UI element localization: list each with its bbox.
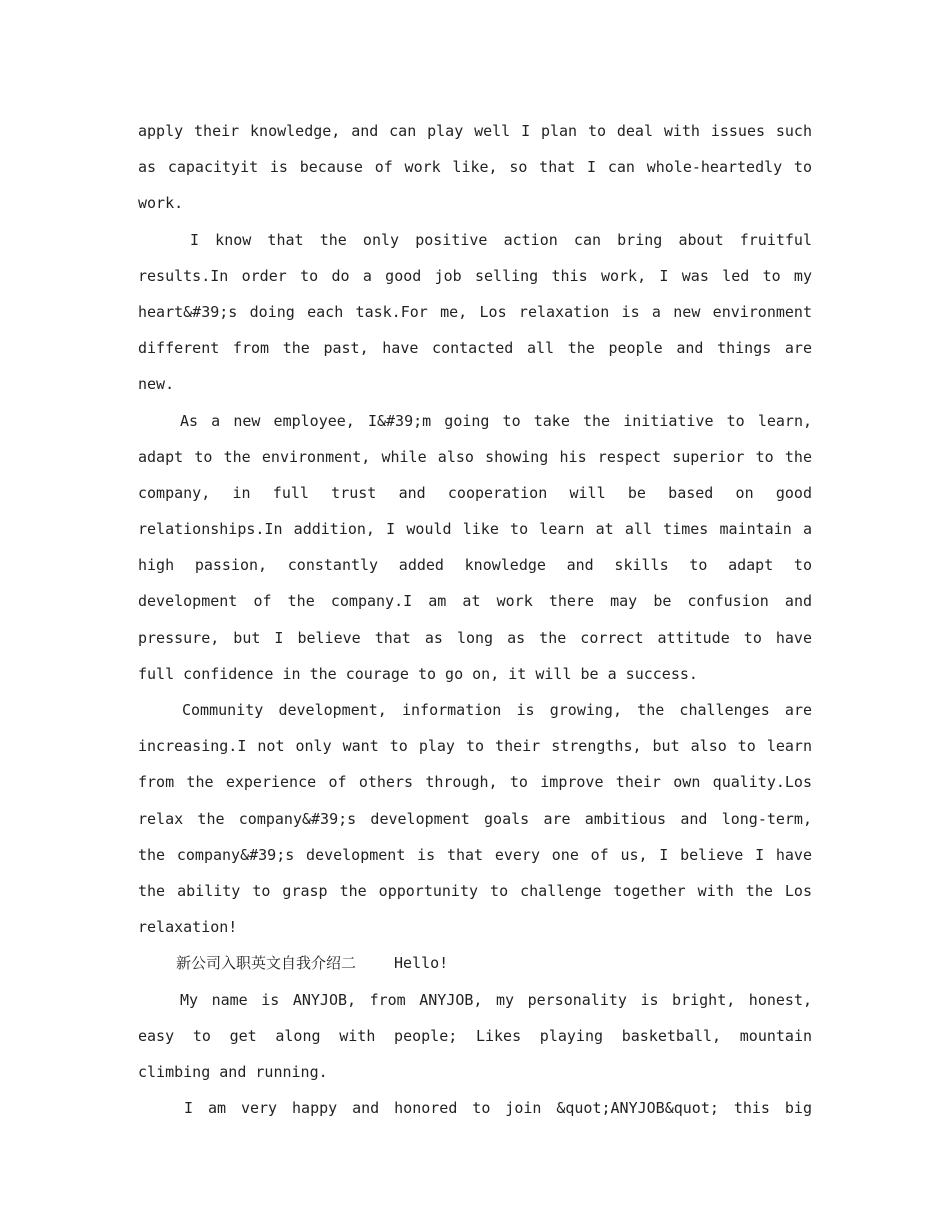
text-line: As a new employee, I&#39;m going to take the initiative to learn, — [180, 411, 812, 430]
text-line: the company&#39;s development is that every one of us, I believe I have — [138, 845, 812, 864]
document-page — [138, 113, 812, 1126]
text-line: pressure, but I believe that as long as the correct attitude to have — [138, 628, 812, 647]
paragraph-5 — [138, 982, 812, 1091]
text-line: results.In order to do a good job selling this work, I was led to my — [138, 266, 812, 285]
text-line: I know that the only positive action can bring about fruitful — [190, 230, 812, 249]
text-line: high passion, constantly added knowledge and skills to adapt to — [138, 556, 812, 575]
paragraph-4 — [138, 692, 812, 945]
text-line: Community development, information is growing, the challenges are — [182, 701, 812, 719]
section-heading-hello: Hello! — [394, 954, 449, 973]
section-heading — [138, 945, 812, 981]
text-line: from the experience of others through, to improve their own quality.Los — [138, 773, 812, 792]
paragraph-1 — [138, 113, 812, 222]
text-line: new. — [138, 375, 175, 394]
text-line: the ability to grasp the opportunity to challenge together with the Los — [138, 881, 812, 900]
text-line: relationships.In addition, I would like to learn at all times maintain a — [138, 520, 812, 539]
text-line: work. — [138, 194, 184, 213]
text-line: relax the company&#39;s development goals are ambitious and long-term, — [138, 809, 812, 828]
text-line: development of the company.I am at work there may be confusion and — [138, 592, 812, 611]
text-line: I am very happy and honored to join &quot;ANYJOB&quot; this big — [184, 1099, 812, 1118]
text-line: adapt to the environment, while also showing his respect superior to the — [138, 447, 812, 466]
text-line: company, in full trust and cooperation will be based on good — [138, 483, 812, 502]
text-line: full confidence in the courage to go on, it will be a success. — [138, 664, 698, 683]
text-line: increasing.I not only want to play to their strengths, but also to learn — [138, 737, 812, 756]
text-line: as capacityit is because of work like, so that I can whole-heartedly to — [138, 158, 812, 177]
text-line: different from the past, have contacted all the people and things are — [138, 339, 812, 358]
text-line: relaxation! — [138, 918, 238, 937]
text-line: My name is ANYJOB, from ANYJOB, my personality is bright, honest, — [180, 990, 812, 1009]
paragraph-6 — [138, 1090, 812, 1126]
text-line: apply their knowledge, and can play well I plan to deal with issues such — [138, 122, 812, 140]
paragraph-2 — [138, 222, 812, 403]
text-line: climbing and running. — [138, 1062, 328, 1081]
text-line: heart&#39;s doing each task.For me, Los relaxation is a new environment — [138, 302, 812, 321]
text-line: easy to get along with people; Likes playing basketball, mountain — [138, 1026, 812, 1045]
section-heading-chinese: 新公司入职英文自我介绍二 — [176, 954, 357, 973]
paragraph-3 — [138, 403, 812, 693]
